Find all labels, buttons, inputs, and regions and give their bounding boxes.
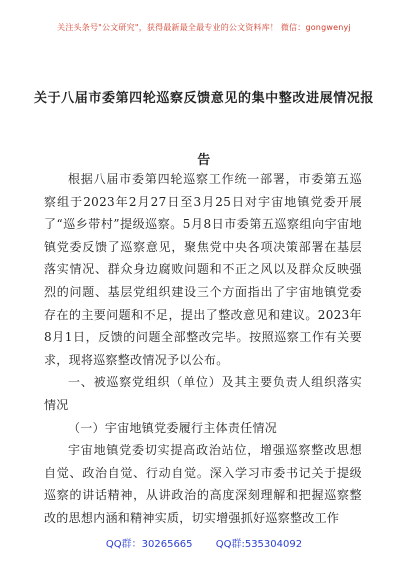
footer-qq-group-1: QQ群：30265665 — [105, 539, 193, 550]
document-body — [44, 168, 362, 530]
title-line-1: 关于八届市委第四轮巡察反馈意见的集中整改进展情况报 — [33, 91, 374, 106]
intro-paragraph: 根据八届市委第四轮巡察工作统一部署，市委第五巡察组于2023年2月27日至3月25日对宇宙地镇党委开展了“巡乡带村”提级巡察。5月8日市委第五巡察组向宇宙地镇党委反馈了巡察意见，聚焦党中央各项决策部署在基层落实情况、群众身边腐败问题和不正之风以及群众反映强烈的问题、基层党组织建设三个方面指出了宇宙地镇党委存在的主要问题和不足，提出了整改意见和建议。2023年8月1日，反馈的问题全部整改完毕。按照巡察工作有关要求，现将巡察整改情况予以公布。 — [44, 172, 362, 367]
footer-qq-group-2: QQ群:535304092 — [215, 539, 303, 550]
body-paragraph: 宇宙地镇党委切实提高政治站位，增强巡察整改思想自觉、政治自觉、行动自觉。深入学习市委书记关于提级巡察的讲话精神，从讲政治的高度深刻理解和把握巡察整改的思想内涵和精神实质，切实增强抓好巡察整改工作 — [44, 443, 362, 525]
footer-contacts — [0, 535, 408, 550]
section-heading-1: 一、被巡察党组织（单位）及其主要负责人组织落实情况 — [44, 375, 362, 412]
title-line-2: 告 — [197, 153, 211, 168]
subsection-heading-1: （一）宇宙地镇党委履行主体责任情况 — [68, 420, 278, 435]
header-note: 关注头条号"公文研究"，获得最新最全最专业的公文资料库！ 微信：gongwenyj — [57, 23, 351, 32]
